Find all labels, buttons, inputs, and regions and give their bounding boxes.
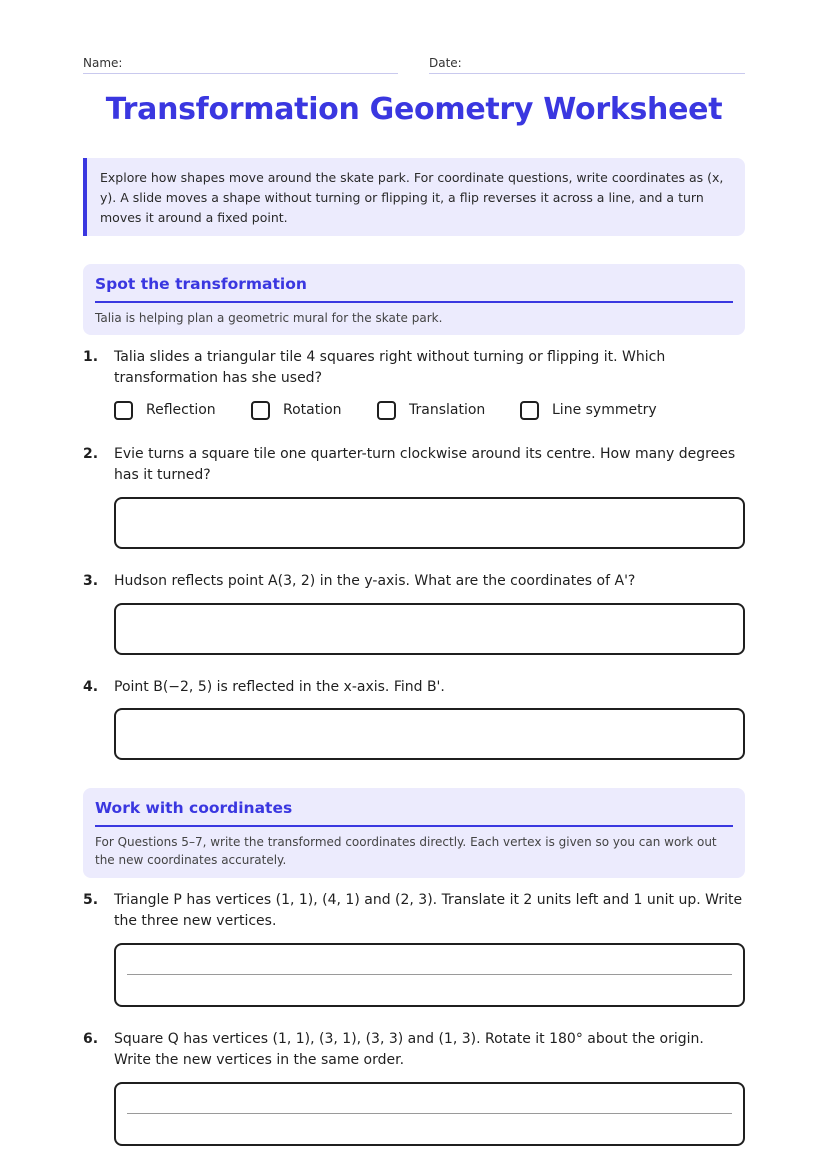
section-work-with-coordinates — [83, 788, 745, 878]
question-text: Evie turns a square tile one quarter-turn clockwise around its centre. How many degrees has it turned? — [114, 446, 736, 483]
question-1-options — [114, 400, 734, 426]
question-5 — [83, 890, 745, 934]
writing-line — [127, 1113, 732, 1114]
answer-box-4[interactable] — [114, 708, 745, 760]
section-heading: Work with coordinates — [95, 788, 733, 827]
option-label: Rotation — [283, 402, 342, 418]
question-text: Talia slides a triangular tile 4 squares right without turning or flipping it. Which transformation has she used? — [114, 349, 666, 386]
section-spot-transformation — [83, 264, 745, 335]
section-heading: Spot the transformation — [95, 264, 733, 303]
question-number: 2. — [83, 446, 99, 462]
question-2 — [83, 444, 745, 488]
checkbox[interactable] — [520, 401, 539, 420]
question-number: 3. — [83, 573, 99, 589]
question-text: Square Q has vertices (1, 1), (3, 1), (3, 3) and (1, 3). Rotate it 180° about the origin. Write the new vertices in the same order. — [114, 1031, 704, 1068]
question-text: Point B(−2, 5) is reflected in the x-axis. Find B'. — [114, 679, 445, 695]
name-field[interactable] — [83, 52, 398, 74]
writing-line — [127, 974, 732, 975]
date-label: Date: — [429, 56, 462, 70]
question-number: 6. — [83, 1031, 99, 1047]
option-label: Reflection — [146, 402, 216, 418]
checkbox[interactable] — [114, 401, 133, 420]
section-subtitle: Talia is helping plan a geometric mural for the skate park. — [95, 311, 443, 325]
section-subtitle: For Questions 5–7, write the transformed coordinates directly. Each vertex is given so you can work out the new coordinates accurately. — [95, 835, 717, 867]
question-4 — [83, 677, 745, 699]
checkbox[interactable] — [251, 401, 270, 420]
question-number: 5. — [83, 892, 99, 908]
question-text: Triangle P has vertices (1, 1), (4, 1) and (2, 3). Translate it 2 units left and 1 unit up. Write the three new vertices. — [114, 892, 743, 929]
option-label: Translation — [409, 402, 486, 418]
answer-box-5[interactable] — [114, 943, 745, 1007]
question-number: 1. — [83, 349, 99, 365]
name-label: Name: — [83, 56, 123, 70]
question-1 — [83, 347, 745, 391]
answer-box-2[interactable] — [114, 497, 745, 549]
option-label: Line symmetry — [552, 402, 657, 418]
question-6 — [83, 1029, 745, 1073]
answer-box-3[interactable] — [114, 603, 745, 655]
date-field[interactable] — [429, 52, 745, 74]
answer-box-6[interactable] — [114, 1082, 745, 1146]
question-number: 4. — [83, 679, 99, 695]
question-text: Hudson reflects point A(3, 2) in the y-axis. What are the coordinates of A'? — [114, 573, 636, 589]
intro-callout: Explore how shapes move around the skate park. For coordinate questions, write coordinates as (x, y). A slide moves a shape without turning or flipping it, a flip reverses it across a line, and a turn moves it around a fixed point. — [83, 158, 745, 236]
question-3 — [83, 571, 745, 593]
checkbox[interactable] — [377, 401, 396, 420]
worksheet-title: Transformation Geometry Worksheet — [105, 92, 723, 127]
